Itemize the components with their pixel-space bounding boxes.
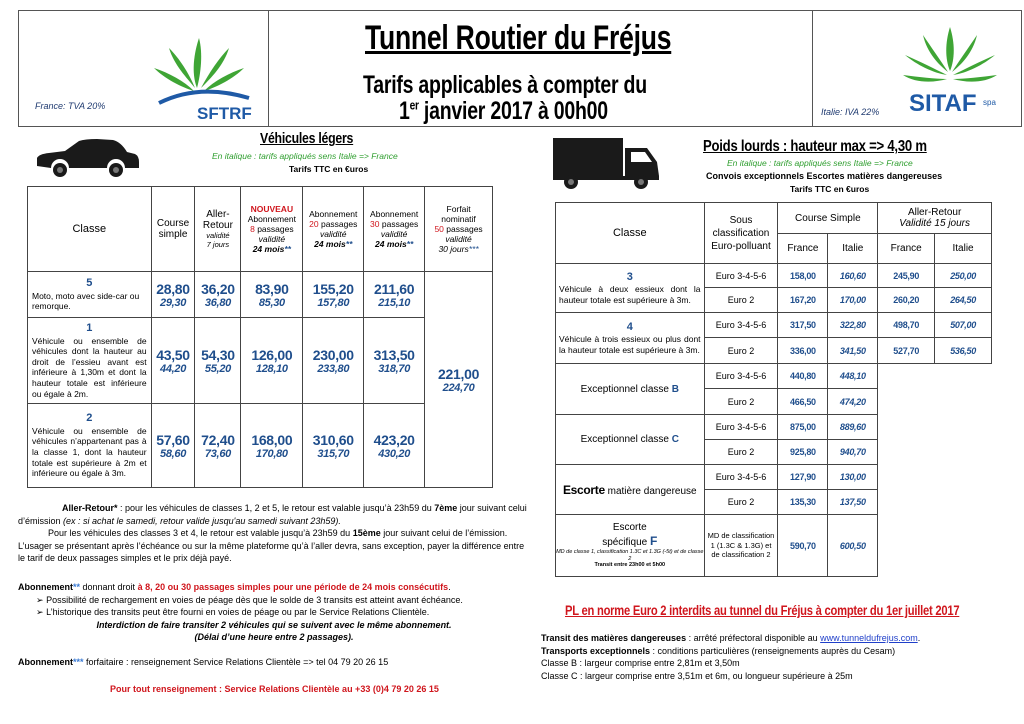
price-cell: 313,50 318,70 bbox=[364, 318, 425, 404]
header-box bbox=[18, 10, 1022, 127]
euro-cell: Euro 2 bbox=[704, 440, 778, 465]
price-cell: 135,30 bbox=[778, 490, 828, 515]
euro-cell: Euro 2 bbox=[704, 338, 778, 364]
aller-retour-notes: Aller-Retour* : pour les véhicules de classes 1, 2 et 5, le retour est valable jusqu’à 23h59 du 7ème jour suivant celui d’émission (ex : si achat le samedi, retour valide jusqu'au samedi suivant 23h59). Pour les véhicules des classes 3 et 4, le retour est valable jusqu’à 23h59 du 15ème jour suivant celui de l’émission. L’usager se présentant après l’échéance ou sur la même plateforme qu’à l’aller devra, sans exception, payer la différence entre le tarif de deux passages simples et le prix déjà payé. bbox=[18, 503, 527, 563]
convoys-line: Convois exceptionnels Escortes matières dangereuses bbox=[706, 171, 943, 181]
heavy-ttc: Tarifs TTC en €uros bbox=[790, 184, 870, 194]
euro-cell: Euro 2 bbox=[704, 288, 778, 313]
light-row-class1 bbox=[28, 318, 493, 404]
class-cell: 2 Véhicule ou ensemble de véhicules n’appartenant pas à la classe 1, dont la hauteur totale est supérieure à 2m et inférieure ou égale à 3m. bbox=[28, 404, 152, 488]
price-cell: 245,90 bbox=[878, 264, 935, 288]
price-cell: 440,80 bbox=[778, 364, 828, 389]
heavy-title: Poids lourds : hauteur max => 4,30 m bbox=[703, 138, 927, 155]
abonnement-forfait-note: Abonnement*** forfaitaire : renseignement Service Relations Clientèle => tel 04 79 20 26 15 bbox=[18, 657, 389, 667]
col-aller-retour: Aller-Retour Validité 15 jours bbox=[878, 203, 992, 234]
price-cell: 940,70 bbox=[828, 440, 878, 465]
price-cell: 527,70 bbox=[878, 338, 935, 364]
price-cell: 126,00 128,10 bbox=[241, 318, 303, 404]
col-sous-classification: Sous classification Euro-polluant bbox=[704, 203, 778, 264]
col-abo-20: Abonnement 20 passages validité 24 mois** bbox=[303, 187, 364, 272]
empty-cell bbox=[878, 364, 992, 577]
svg-text:SFTRF: SFTRF bbox=[197, 104, 252, 123]
sitaf-logo bbox=[895, 25, 1005, 117]
class-cell: Exceptionnel classe C bbox=[556, 415, 705, 465]
price-cell: 889,60 bbox=[828, 415, 878, 440]
bullet-item: ➢ L’historique des transits peut être fourni en voies de péage ou par le Service Relations Clientèle. bbox=[36, 607, 430, 617]
price-cell: 336,00 bbox=[778, 338, 828, 364]
col-forfait: Forfait nominatif 50 passages validité 30 jours*** bbox=[425, 187, 493, 272]
contact-line: Pour tout renseignement : Service Relations Clientèle au +33 (0)4 79 20 26 15 bbox=[110, 684, 439, 694]
price-cell: 57,60 58,60 bbox=[151, 404, 195, 488]
light-table-header bbox=[28, 187, 493, 272]
col-italie: Italie bbox=[935, 234, 992, 264]
page-title: Tunnel Routier du Fréjus bbox=[365, 19, 672, 57]
price-cell: 341,50 bbox=[828, 338, 878, 364]
heavy-vehicle-table bbox=[555, 202, 992, 577]
bullet-item: ➢ Possibilité de rechargement en voies de péage dès que le solde de 3 transits est atteint avant échéance. bbox=[36, 594, 463, 605]
class-cell: Escorte matière dangereuse bbox=[556, 465, 705, 515]
col-italie: Italie bbox=[828, 234, 878, 264]
price-cell: 28,80 29,30 bbox=[151, 272, 195, 318]
price-cell: 310,60 315,70 bbox=[303, 404, 364, 488]
light-title: Véhicules légers bbox=[260, 130, 354, 147]
arrow-bullet-icon: ➢ bbox=[36, 607, 44, 617]
light-italy-note: En italique : tarifs appliqués sens Italie => France bbox=[212, 151, 398, 161]
class-cell: 5 Moto, moto avec side-car ou remorque. bbox=[28, 272, 152, 318]
price-cell: 466,50 bbox=[778, 389, 828, 415]
price-cell: 43,50 44,20 bbox=[151, 318, 195, 404]
price-cell: 54,30 55,20 bbox=[195, 318, 241, 404]
right-notes: Transit des matières dangereuses : arrêté préfectoral disponible au www.tunneldufrejus.com. Transports exceptionnels : conditions particulières (renseignements auprès du Cesam) Classe B : largeur comprise entre 2,81m et 3,50m Classe C : largeur comprise entre 3,51m et 6m, ou longueur supérieure à 25m bbox=[541, 633, 921, 681]
class-cell: Exceptionnel classe B bbox=[556, 364, 705, 415]
light-vehicle-table bbox=[27, 186, 493, 488]
svg-text:spa: spa bbox=[983, 98, 996, 107]
euro-cell: Euro 3-4-5-6 bbox=[704, 264, 778, 288]
france-vat: France: TVA 20% bbox=[35, 101, 106, 111]
heavy-row-exc-b-euro3 bbox=[556, 364, 992, 389]
price-cell: 211,60 215,10 bbox=[364, 272, 425, 318]
header-left-cell bbox=[19, 11, 269, 126]
price-cell: 507,00 bbox=[935, 313, 992, 338]
euro-cell: Euro 2 bbox=[704, 389, 778, 415]
subtitle-line1: Tarifs applicables à compter du bbox=[363, 71, 647, 99]
col-course: Course simple bbox=[151, 187, 195, 272]
price-cell: 322,80 bbox=[828, 313, 878, 338]
price-cell: 130,00 bbox=[828, 465, 878, 490]
truck-icon bbox=[551, 134, 663, 190]
subtitle-line2: 1er janvier 2017 à 00h00 bbox=[399, 97, 608, 125]
price-cell: 230,00 233,80 bbox=[303, 318, 364, 404]
price-cell: 36,20 36,80 bbox=[195, 272, 241, 318]
price-cell: 536,50 bbox=[935, 338, 992, 364]
car-icon bbox=[35, 138, 140, 180]
price-cell: 590,70 bbox=[778, 515, 828, 577]
price-cell: 264,50 bbox=[935, 288, 992, 313]
class-cell: 4 Véhicule à trois essieux ou plus dont la hauteur totale est supérieure à 3m. bbox=[556, 313, 705, 364]
euro-cell: MD de classification 1 (1.3C & 1.3G) et de classification 2 bbox=[704, 515, 778, 577]
price-cell: 72,40 73,60 bbox=[195, 404, 241, 488]
col-france: France bbox=[878, 234, 935, 264]
forfait-price-cell: 221,00 224,70 bbox=[425, 272, 493, 488]
sftrf-logo bbox=[139, 33, 259, 123]
class-cell: 3 Véhicule à deux essieux dont la hauteur totale est supérieure à 3m. bbox=[556, 264, 705, 313]
class-cell: 1 Véhicule ou ensemble de véhicules dont la hauteur au droit de l’essieu avant est inférieure à 1,30m et dont la hauteur totale est inférieure ou égale à 2m. bbox=[28, 318, 152, 404]
light-row-class5 bbox=[28, 272, 493, 318]
price-cell: 498,70 bbox=[878, 313, 935, 338]
price-cell: 423,20 430,20 bbox=[364, 404, 425, 488]
header-right-cell bbox=[813, 11, 1021, 126]
euro2-ban: PL en norme Euro 2 interdits au tunnel du Fréjus à compter du 1er juillet 2017 bbox=[565, 602, 960, 618]
euro-cell: Euro 3-4-5-6 bbox=[704, 415, 778, 440]
price-cell: 317,50 bbox=[778, 313, 828, 338]
price-cell: 158,00 bbox=[778, 264, 828, 288]
italy-vat: Italie: IVA 22% bbox=[821, 107, 880, 117]
price-cell: 168,00 170,80 bbox=[241, 404, 303, 488]
class-cell: Escorte spécifique F MD de classe 1, classification 1.3C et 1.3G (-5t) et de classe 2 Transit entre 23h00 et 5h00 bbox=[556, 515, 705, 577]
euro-cell: Euro 3-4-5-6 bbox=[704, 313, 778, 338]
euro-cell: Euro 3-4-5-6 bbox=[704, 465, 778, 490]
price-cell: 155,20 157,80 bbox=[303, 272, 364, 318]
price-cell: 167,20 bbox=[778, 288, 828, 313]
heavy-italy-note: En italique : tarifs appliqués sens Italie => France bbox=[727, 158, 913, 168]
website-link[interactable]: www.tunneldufrejus.com bbox=[820, 633, 918, 643]
euro-cell: Euro 3-4-5-6 bbox=[704, 364, 778, 389]
price-cell: 160,60 bbox=[828, 264, 878, 288]
price-cell: 600,50 bbox=[828, 515, 878, 577]
price-cell: 170,00 bbox=[828, 288, 878, 313]
header-title-cell bbox=[269, 11, 813, 126]
col-course-simple: Course Simple bbox=[778, 203, 878, 234]
price-cell: 448,10 bbox=[828, 364, 878, 389]
price-cell: 925,80 bbox=[778, 440, 828, 465]
svg-text:SITAF: SITAF bbox=[909, 90, 977, 117]
heavy-row-class3-euro3 bbox=[556, 264, 992, 288]
col-france: France bbox=[778, 234, 828, 264]
price-cell: 127,90 bbox=[778, 465, 828, 490]
heavy-header-row1 bbox=[556, 203, 992, 234]
price-cell: 250,00 bbox=[935, 264, 992, 288]
arrow-bullet-icon: ➢ bbox=[36, 594, 44, 605]
col-classe: Classe bbox=[28, 187, 152, 272]
price-cell: 83,90 85,30 bbox=[241, 272, 303, 318]
price-cell: 474,20 bbox=[828, 389, 878, 415]
light-row-class2 bbox=[28, 404, 493, 488]
price-cell: 260,20 bbox=[878, 288, 935, 313]
light-ttc: Tarifs TTC en €uros bbox=[289, 164, 369, 174]
col-aller-retour: Aller- Retour validité 7 jours bbox=[195, 187, 241, 272]
abonnement-notes: Abonnement** donnant droit à 8, 20 ou 30 passages simples pour une période de 24 mois consécutifs. ➢ Possibilité de rechargement en voies de péage dès que le solde de 3 transits est atteint avant échéance. ➢ L’historique des transits peut être fourni en voies de péage ou par le Service Relations Clientèle. Interdiction de faire transiter 2 véhicules qui se suivent avec le même abonnement. (Délai d’une heure entre 2 passages). bbox=[18, 581, 530, 644]
heavy-row-class4-euro3 bbox=[556, 313, 992, 338]
euro-cell: Euro 2 bbox=[704, 490, 778, 515]
col-abo-8: NOUVEAU Abonnement 8 passages validité 24 mois** bbox=[241, 187, 303, 272]
price-cell: 875,00 bbox=[778, 415, 828, 440]
col-abo-30: Abonnement 30 passages validité 24 mois** bbox=[364, 187, 425, 272]
price-cell: 137,50 bbox=[828, 490, 878, 515]
col-classe: Classe bbox=[556, 203, 705, 264]
